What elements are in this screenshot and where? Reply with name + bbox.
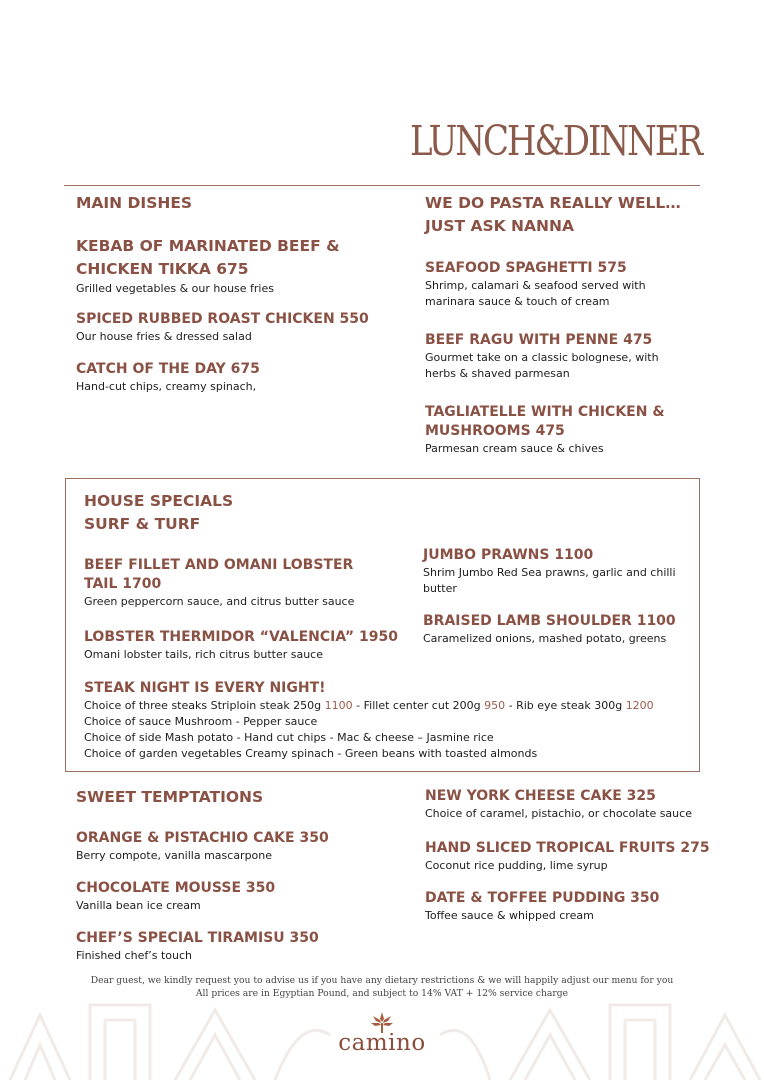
steak-night	[84, 679, 694, 762]
item-description: butter	[423, 582, 457, 595]
menu-item	[425, 839, 710, 874]
item-name: SPICED RUBBED ROAST CHICKEN 550	[76, 311, 369, 327]
menu-item	[84, 556, 354, 610]
item-description: herbs & shaved parmesan	[425, 367, 570, 380]
sauce-choices: Choice of sauce Mushroom - Pepper sauce	[84, 715, 318, 728]
house-specials-heading-line: SURF & TURF	[84, 515, 201, 533]
menu-item	[84, 628, 398, 663]
item-name: TAGLIATELLE WITH CHICKEN &	[425, 404, 665, 420]
item-name: BRAISED LAMB SHOULDER 1100	[423, 613, 676, 629]
item-description: Choice of caramel, pistachio, or chocolate sauce	[425, 807, 692, 820]
item-name: NEW YORK CHEESE CAKE 325	[425, 788, 656, 804]
item-name: JUMBO PRAWNS 1100	[423, 547, 594, 563]
item-name: SEAFOOD SPAGHETTI 575	[425, 260, 627, 276]
item-description: Berry compote, vanilla mascarpone	[76, 849, 273, 862]
menu-item	[425, 787, 692, 822]
item-description: Shrim Jumbo Red Sea prawns, garlic and chilli	[423, 566, 676, 579]
item-description: Finished chef’s touch	[76, 949, 192, 962]
item-description: Our house fries & dressed salad	[76, 330, 252, 343]
item-name: STEAK NIGHT IS EVERY NIGHT!	[84, 680, 326, 696]
item-name: MUSHROOMS 475	[425, 423, 565, 439]
menu-item	[76, 310, 369, 345]
item-name: BEEF FILLET AND OMANI LOBSTER	[84, 557, 354, 573]
item-name: KEBAB OF MARINATED BEEF &	[76, 237, 340, 255]
steak-price: 1100	[324, 699, 353, 712]
item-description: Hand-cut chips, creamy spinach,	[76, 380, 257, 393]
item-name: DATE & TOFFEE PUDDING 350	[425, 890, 660, 906]
pasta-heading-line: WE DO PASTA REALLY WELL…	[425, 194, 681, 212]
menu-item	[76, 360, 260, 395]
vegetable-choices: Choice of garden vegetables Creamy spinach - Green beans with toasted almonds	[84, 747, 538, 760]
title-divider	[64, 185, 700, 186]
menu-item	[76, 879, 275, 914]
steak-choices-text: Choice of three steaks Striploin steak 250g	[84, 699, 325, 712]
item-name: BEEF RAGU WITH PENNE 475	[425, 332, 653, 348]
menu-item	[76, 235, 340, 297]
pasta-heading	[425, 192, 681, 238]
sweets-heading: SWEET TEMPTATIONS	[76, 788, 264, 806]
side-choices: Choice of side Mash potato - Hand cut chips - Mac & cheese – Jasmine rice	[84, 731, 494, 744]
menu-item	[425, 889, 659, 924]
item-description: Caramelized onions, mashed potato, greens	[423, 632, 667, 645]
house-specials-heading-line: HOUSE SPECIALS	[84, 492, 234, 510]
steak-choices	[84, 698, 694, 714]
item-description: Green peppercorn sauce, and citrus butter sauce	[84, 595, 355, 608]
item-name: CHOCOLATE MOUSSE 350	[76, 880, 276, 896]
house-specials-heading	[84, 490, 233, 536]
item-name: LOBSTER THERMIDOR “VALENCIA” 1950	[84, 629, 398, 645]
menu-title: LUNCH&DINNER	[410, 117, 702, 165]
menu-item	[425, 403, 665, 457]
item-description: Gourmet take on a classic bolognese, with	[425, 351, 659, 364]
item-name: CHEF’S SPECIAL TIRAMISU 350	[76, 930, 319, 946]
item-name: HAND SLICED TROPICAL FRUITS 275	[425, 840, 710, 856]
item-name: TAIL 1700	[84, 576, 162, 592]
steak-choices-text: - Fillet center cut 200g	[352, 699, 485, 712]
item-description: Vanilla bean ice cream	[76, 899, 201, 912]
item-name: CATCH OF THE DAY 675	[76, 361, 260, 377]
pasta-heading-line: JUST ASK NANNA	[425, 217, 574, 235]
item-description: Parmesan cream sauce & chives	[425, 442, 604, 455]
menu-item	[423, 612, 676, 647]
menu-item	[76, 829, 329, 864]
item-description: Toffee sauce & whipped cream	[425, 909, 594, 922]
item-name: ORANGE & PISTACHIO CAKE 350	[76, 830, 329, 846]
steak-price: 950	[484, 699, 506, 712]
menu-item	[423, 546, 676, 597]
item-description: Coconut rice pudding, lime syrup	[425, 859, 608, 872]
main-dishes-heading: MAIN DISHES	[76, 194, 193, 212]
item-description: Omani lobster tails, rich citrus butter sauce	[84, 648, 323, 661]
item-description: Grilled vegetables & our house fries	[76, 282, 274, 295]
menu-item	[425, 331, 659, 382]
steak-choices-text: - Rib eye steak 300g	[505, 699, 626, 712]
price-note: All prices are in Egyptian Pound, and subject to 14% VAT + 12% service charge	[195, 988, 569, 999]
steak-price: 1200	[625, 699, 654, 712]
dietary-note: Dear guest, we kindly request you to advise us if you have any dietary restrictions & we will happily adjust our menu for you	[90, 975, 674, 986]
item-description: Shrimp, calamari & seafood served with	[425, 279, 646, 292]
item-name: CHICKEN TIKKA 675	[76, 260, 249, 278]
item-description: marinara sauce & touch of cream	[425, 295, 610, 308]
menu-item	[76, 929, 319, 964]
restaurant-logo: camino	[338, 1030, 426, 1056]
menu-item	[425, 259, 646, 310]
